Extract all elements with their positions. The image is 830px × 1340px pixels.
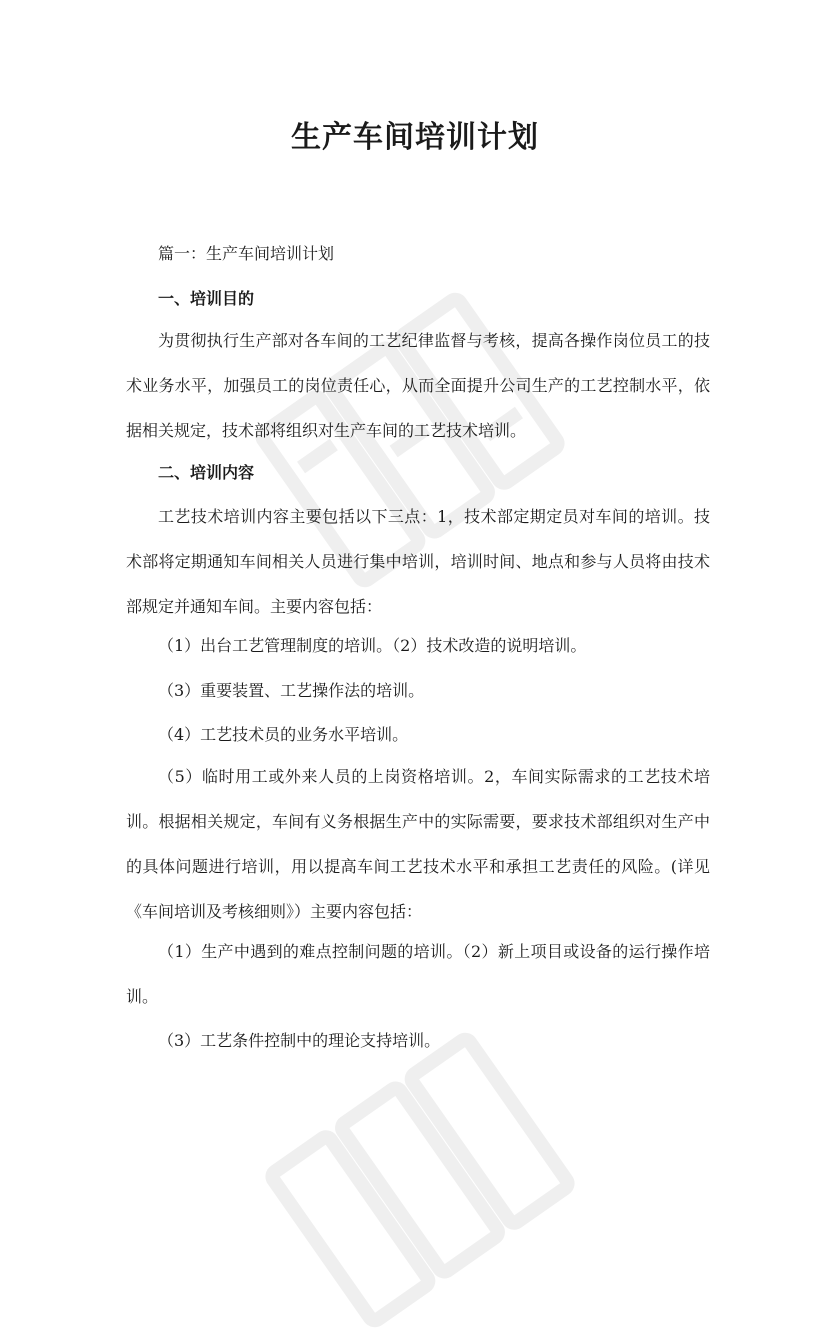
section-body-content-needs: （5）临时用工或外来人员的上岗资格培训。2，车间实际需求的工艺技术培训。根据相关规定，车间有义务根据生产中的实际需要，要求技术部组织对生产中的具体问题进行培训，用以提高车间工艺技术水平和承担工艺责任的风险。(详见《车间培训及考核细则》）主要内容包括： [126, 767, 710, 921]
list-item: （1）生产中遇到的难点控制问题的培训。（2）新上项目或设备的运行操作培训。 [126, 942, 710, 1006]
section-body-purpose: 为贯彻执行生产部对各车间的工艺纪律监督与考核，提高各操作岗位员工的技术业务水平，加强员工的岗位责任心，从而全面提升公司生产的工艺控制水平，依据相关规定，技术部将组织对生产车间的工艺技术培训。 [126, 331, 710, 440]
document-title: 生产车间培训计划 [291, 120, 539, 155]
list-item: （3）工艺条件控制中的理论支持培训。 [158, 1031, 441, 1050]
section-heading-content: 二、培训内容 [158, 463, 255, 482]
list-item: （4）工艺技术员的业务水平培训。 [158, 725, 409, 744]
list-item: （3）重要装置、工艺操作法的培训。 [158, 681, 425, 700]
list-item: （1）出台工艺管理制度的培训。（2）技术改造的说明培训。 [158, 636, 587, 655]
document-subtitle: 篇一：生产车间培训计划 [158, 244, 335, 263]
section-heading-purpose: 一、培训目的 [158, 289, 255, 308]
watermark-graphic-lower [260, 1020, 580, 1340]
section-body-content-intro: 工艺技术培训内容主要包括以下三点：1，技术部定期定员对车间的培训。技术部将定期通知车间相关人员进行集中培训，培训时间、地点和参与人员将由技术部规定并通知车间。主要内容包括： [126, 507, 710, 616]
